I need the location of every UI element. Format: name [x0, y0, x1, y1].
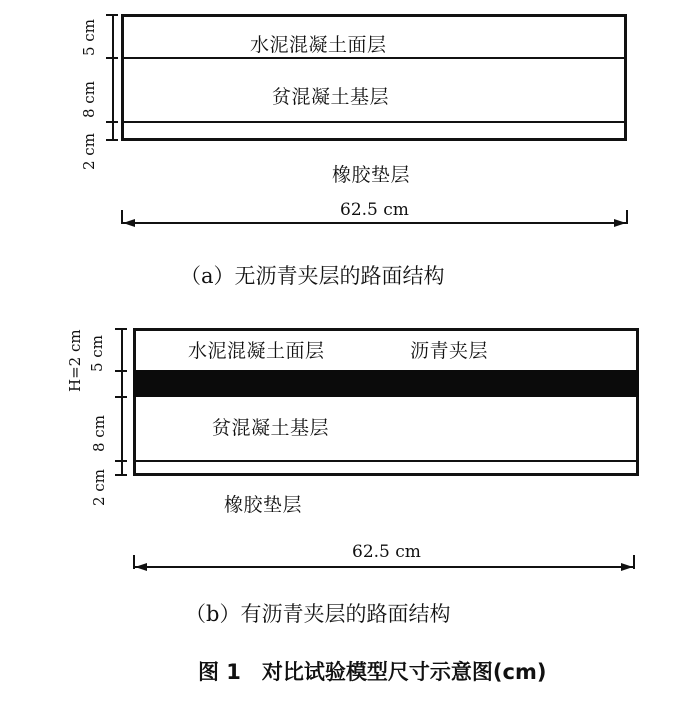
- diagram-b-dim-tick: [115, 396, 127, 398]
- diagram-b-caption: （b）有沥青夹层的路面结构: [185, 602, 451, 626]
- diagram-b-divider-rubber: [133, 460, 639, 462]
- diagram-a-top-layer-label: 水泥混凝土面层: [250, 34, 387, 56]
- diagram-a-dim-top-text: 5 cm: [80, 19, 98, 56]
- diagram-a-dim-tick: [106, 139, 118, 141]
- diagram-b-dim-tick: [115, 474, 127, 476]
- diagram-b-width-tick-right: [633, 555, 635, 569]
- diagram-a-dim-tick: [106, 57, 118, 59]
- diagram-b-width-arrow-left: [135, 563, 147, 571]
- diagram-a-rubber-layer-label: 橡胶垫层: [332, 164, 411, 186]
- diagram-b-vertical-dim-line: [121, 328, 123, 476]
- diagram-b-asphalt-layer-label: 沥青夹层: [410, 340, 489, 362]
- diagram-b-dim-tick: [115, 370, 127, 372]
- diagram-a-width-tick-right: [626, 210, 628, 224]
- diagram-a-divider-rubber: [121, 121, 627, 123]
- diagram-b-dim-tick: [115, 460, 127, 462]
- diagram-b-width-arrow-right: [621, 563, 633, 571]
- diagram-a-dim-base-text: 8 cm: [80, 81, 98, 118]
- diagram-b-dim-top-text: 5 cm: [88, 335, 106, 372]
- diagram-b-top-layer-label: 水泥混凝土面层: [188, 340, 325, 362]
- diagram-b-base-layer-label: 贫混凝土基层: [212, 417, 330, 439]
- diagram-a-dim-tick: [106, 14, 118, 16]
- diagram-b-width-dim-line: [135, 566, 633, 568]
- diagram-a-dim-tick: [106, 121, 118, 123]
- diagram-a-width-label: 62.5 cm: [340, 200, 409, 220]
- diagram-b-dim-rubber-text: 2 cm: [90, 469, 108, 506]
- diagram-a-width-arrow-right: [614, 219, 626, 227]
- diagram-b-width-label: 62.5 cm: [352, 542, 421, 562]
- diagram-b-dim-base-text: 8 cm: [90, 415, 108, 452]
- diagram-b-rubber-layer-label: 橡胶垫层: [224, 494, 303, 516]
- diagram-b-asphalt-layer: [133, 370, 639, 397]
- diagram-a-divider-top: [121, 57, 627, 59]
- diagram-a-base-layer-label: 贫混凝土基层: [272, 86, 390, 108]
- diagram-a-width-arrow-left: [123, 219, 135, 227]
- diagram-a-width-dim-line: [123, 222, 626, 224]
- diagram-a-dim-rubber-text: 2 cm: [80, 133, 98, 170]
- diagram-b-dim-tick: [115, 328, 127, 330]
- diagram-b-dim-asphalt-text: H=2 cm: [66, 329, 84, 392]
- diagram-a-caption: （a）无沥青夹层的路面结构: [180, 264, 445, 288]
- figure-title: 图 1 对比试验模型尺寸示意图(cm): [198, 660, 547, 684]
